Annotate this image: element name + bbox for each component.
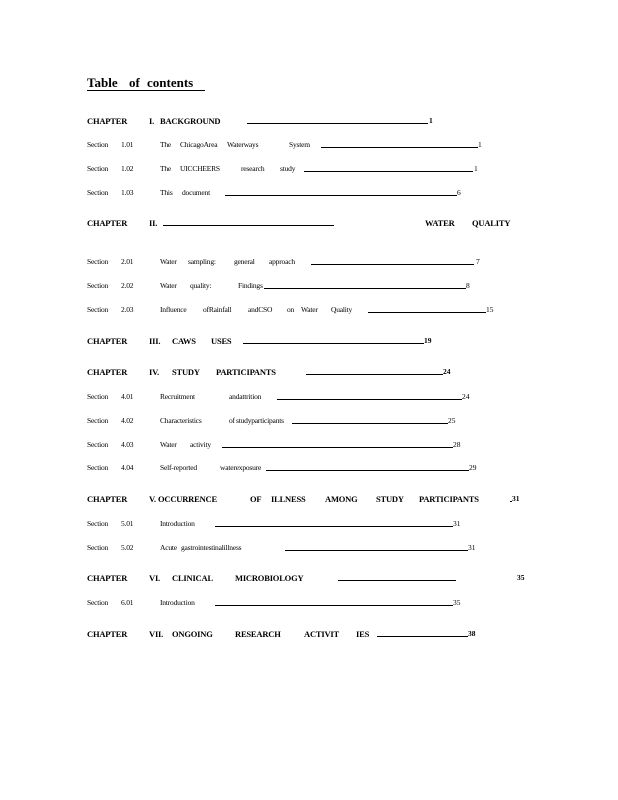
entry-title-word: Water xyxy=(160,281,177,290)
entry-title-word: This xyxy=(160,188,173,197)
page-number: 31 xyxy=(453,519,461,528)
chapter-number: II. xyxy=(149,218,158,228)
entry-title-word: Water xyxy=(160,440,177,449)
entry-title-word: activity xyxy=(190,440,211,449)
chapter-label: CHAPTER xyxy=(87,367,128,377)
entry-title-word: studyparticipants xyxy=(236,416,284,425)
leader-line xyxy=(304,171,473,172)
chapter-number: VI. xyxy=(149,573,160,583)
section-number: 2.01 xyxy=(121,257,134,266)
entry-title-word: Self-reported xyxy=(160,463,197,472)
section-number: 4.04 xyxy=(121,463,134,472)
page-number: 8 xyxy=(466,281,470,290)
page-number: 25 xyxy=(448,416,456,425)
section-label: Section xyxy=(87,463,109,472)
chapter-number: IV. xyxy=(149,367,159,377)
leader-line xyxy=(225,195,457,196)
chapter-number: III. xyxy=(149,336,161,346)
entry-title-word: research xyxy=(241,164,265,173)
leader-line xyxy=(338,580,456,581)
entry-title-word: Introduction xyxy=(160,519,195,528)
section-number: 4.03 xyxy=(121,440,134,449)
chapter-number: I. xyxy=(149,116,155,126)
entry-title-word: approach xyxy=(269,257,295,266)
page-number: 19 xyxy=(424,336,432,345)
leader-line xyxy=(311,264,474,265)
entry-title-word: ILLNESS xyxy=(271,494,306,504)
entry-title-word: MICROBIOLOGY xyxy=(235,573,304,583)
entry-title-word: RESEARCH xyxy=(235,629,281,639)
entry-title-word: QUALITY xyxy=(472,218,511,228)
leader-line xyxy=(377,636,468,637)
leader-line xyxy=(222,447,453,448)
leader-line xyxy=(243,343,424,344)
page-number: 1 xyxy=(474,164,478,173)
page-number: 31 xyxy=(512,494,520,503)
section-number: 1.01 xyxy=(121,140,134,149)
leader-line xyxy=(292,423,448,424)
page-number: 31 xyxy=(468,543,476,552)
section-number: 1.02 xyxy=(121,164,134,173)
page-number: 35 xyxy=(517,573,525,582)
leader-line xyxy=(306,374,443,375)
entry-title-word: IES xyxy=(356,629,370,639)
entry-title-word: Characteristics xyxy=(160,416,202,425)
section-label: Section xyxy=(87,281,109,290)
page-number: 24 xyxy=(443,367,451,376)
toc-title-underline xyxy=(87,90,205,91)
leader-line xyxy=(247,123,428,124)
entry-title-word: general xyxy=(234,257,255,266)
leader-line xyxy=(215,605,453,606)
entry-title-word: Introduction xyxy=(160,598,195,607)
section-label: Section xyxy=(87,392,109,401)
entry-title-word: USES xyxy=(211,336,232,346)
entry-title-word: Influence xyxy=(160,305,187,314)
leader-line xyxy=(285,550,468,551)
section-number: 5.01 xyxy=(121,519,134,528)
section-label: Section xyxy=(87,416,109,425)
chapter-label: CHAPTER xyxy=(87,573,128,583)
entry-title-word: AMONG xyxy=(325,494,358,504)
entry-title-word: UICCHEERS xyxy=(180,164,220,173)
entry-title-word: STUDY xyxy=(172,367,200,377)
entry-title-word: WATER xyxy=(425,218,455,228)
leader-line xyxy=(277,399,462,400)
page-number: 35 xyxy=(453,598,461,607)
page-number: 38 xyxy=(468,629,476,638)
toc-title-word-of: of xyxy=(129,75,140,90)
entry-title-word: PARTICIPANTS xyxy=(419,494,479,504)
leader-line xyxy=(264,288,466,289)
section-label: Section xyxy=(87,440,109,449)
page-number: 15 xyxy=(486,305,494,314)
toc-title-word-table: Table xyxy=(87,75,118,90)
entry-title-word: document xyxy=(182,188,210,197)
entry-title-word: ofRainfall xyxy=(203,305,232,314)
section-label: Section xyxy=(87,164,109,173)
section-label: Section xyxy=(87,305,109,314)
entry-title-word: The xyxy=(160,140,172,149)
entry-title-word: quality: xyxy=(190,281,212,290)
section-label: Section xyxy=(87,519,109,528)
leader-line xyxy=(266,470,469,471)
entry-title-word: System xyxy=(289,140,310,149)
entry-title-word: sampling: xyxy=(188,257,216,266)
entry-title-word: CAWS xyxy=(172,336,196,346)
chapter-label: CHAPTER xyxy=(87,336,128,346)
entry-title-word: ACTIVIT xyxy=(304,629,339,639)
leader-line xyxy=(368,312,486,313)
entry-title-word: waterexposure xyxy=(220,463,262,472)
page-number: 1 xyxy=(478,140,482,149)
section-number: 4.01 xyxy=(121,392,134,401)
entry-title-word: The xyxy=(160,164,172,173)
entry-title-word: OCCURRENCE xyxy=(158,494,217,504)
entry-title-word: Findings xyxy=(238,281,263,290)
section-label: Section xyxy=(87,543,109,552)
toc-title-word-contents: contents xyxy=(147,75,194,90)
page-number: 28 xyxy=(453,440,461,449)
entry-title-word: BACKGROUND xyxy=(160,116,221,126)
section-number: 5.02 xyxy=(121,543,134,552)
entry-title-word: of xyxy=(229,416,235,425)
entry-title-word: andattrition xyxy=(229,392,262,401)
entry-title-word: Waterways xyxy=(227,140,259,149)
section-number: 1.03 xyxy=(121,188,134,197)
page-number: 6 xyxy=(457,188,461,197)
entry-title-word: on xyxy=(287,305,295,314)
chapter-number: VII. xyxy=(149,629,164,639)
chapter-label: CHAPTER xyxy=(87,116,128,126)
chapter-label: CHAPTER xyxy=(87,629,128,639)
page-number: 29 xyxy=(469,463,477,472)
section-number: 6.01 xyxy=(121,598,134,607)
entry-title-word: CLINICAL xyxy=(172,573,213,583)
entry-title-word: andCSO xyxy=(248,305,273,314)
section-label: Section xyxy=(87,140,109,149)
leader-line xyxy=(321,147,478,148)
chapter-number: V. xyxy=(149,494,156,504)
page-number: 1 xyxy=(429,116,433,125)
entry-title-word: Water xyxy=(301,305,318,314)
entry-title-word: PARTICIPANTS xyxy=(216,367,276,377)
chapter-label: CHAPTER xyxy=(87,494,128,504)
section-number: 4.02 xyxy=(121,416,134,425)
page-number: 7 xyxy=(476,257,480,266)
section-label: Section xyxy=(87,598,109,607)
entry-title-word: Quality xyxy=(331,305,353,314)
entry-title-word: OF xyxy=(250,494,262,504)
leader-line xyxy=(215,526,453,527)
section-number: 2.03 xyxy=(121,305,134,314)
entry-title-word: study xyxy=(280,164,296,173)
entry-title-word: Recruitment xyxy=(160,392,195,401)
section-number: 2.02 xyxy=(121,281,134,290)
leader-line xyxy=(163,225,334,226)
chapter-label: CHAPTER xyxy=(87,218,128,228)
entry-title-word: gastrointestinalillness xyxy=(181,543,242,552)
entry-title-word: Acute xyxy=(160,543,177,552)
entry-title-word: ChicagoArea xyxy=(180,140,218,149)
section-label: Section xyxy=(87,257,109,266)
entry-title-word: ONGOING xyxy=(172,629,213,639)
entry-title-word: Water xyxy=(160,257,177,266)
section-label: Section xyxy=(87,188,109,197)
entry-title-word: STUDY xyxy=(376,494,404,504)
page-number: 24 xyxy=(462,392,470,401)
